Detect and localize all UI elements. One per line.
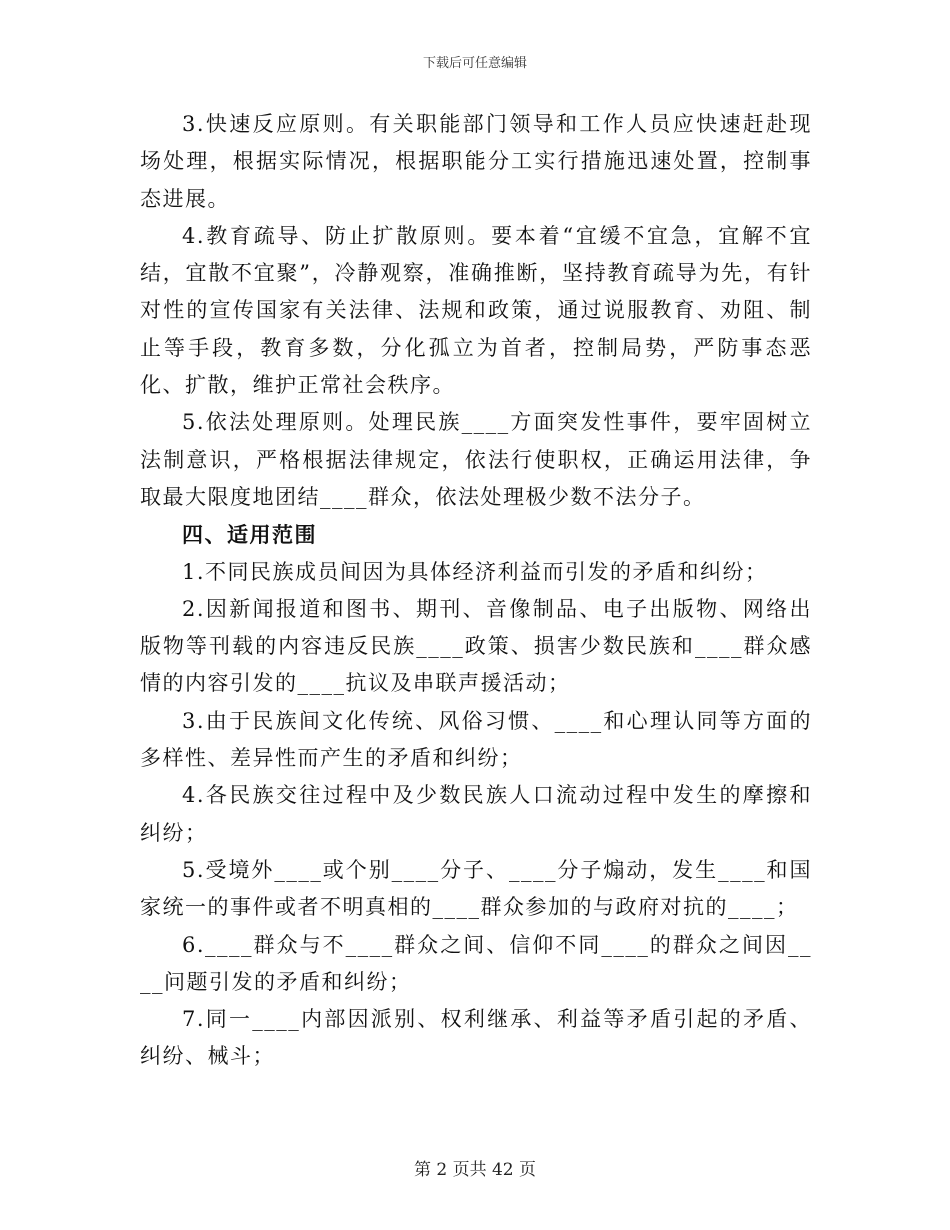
page-header: 下载后可任意编辑 [422, 56, 527, 71]
paragraph-principle-3: 3.快速反应原则。有关职能部门领导和工作人员应快速赶赴现场处理，根据实际情况，根据职能分工实行措施迅速处置，控制事态进展。 [140, 112, 812, 211]
paragraph-scope-6: 6.____群众与不____群众之间、信仰不同____的群众之间因____问题引发的矛盾和纠纷； [140, 932, 812, 994]
paragraph-scope-7: 7.同一____内部因派别、权利继承、利益等矛盾引起的矛盾、纠纷、械斗； [140, 1007, 812, 1069]
paragraph-scope-1: 1.不同民族成员间因为具体经济利益而引发的矛盾和纠纷； [182, 559, 768, 584]
paragraph-principle-5: 5.依法处理原则。处理民族____方面突发性事件，要牢固树立法制意识，严格根据法律规定，依法行使职权，正确运用法律，争取最大限度地团结____群众，依法处理极少数不法分子。 [140, 410, 812, 509]
paragraph-scope-5: 5.受境外____或个别____分子、____分子煽动，发生____和国家统一的事件或者不明真相的____群众参加的与政府对抗的____； [140, 857, 812, 920]
section-heading-scope: 四、适用范围 [182, 522, 317, 548]
page-footer: 第 2 页共 42 页 [413, 1160, 537, 1180]
paragraph-principle-4: 4.教育疏导、防止扩散原则。要本着“宜缓不宜急，宜解不宜结，宜散不宜聚”，冷静观察，准确推断，坚持教育疏导为先，有针对性的宣传国家有关法律、法规和政策，通过说服教育、劝阻、制止等手段，教育多数，分化孤立为首者，控制局势，严防事态恶化、扩散，维护正常社会秩序。 [140, 223, 812, 398]
paragraph-scope-3: 3.由于民族间文化传统、风俗习惯、____和心理认同等方面的多样性、差异性而产生的矛盾和纠纷； [140, 708, 812, 771]
document-body [140, 106, 812, 1076]
paragraph-scope-2: 2.因新闻报道和图书、期刊、音像制品、电子出版物、网络出版物等刊载的内容违反民族____政策、损害少数民族和____群众感情的内容引发的____抗议及串联声援活动； [140, 596, 812, 696]
paragraph-scope-4: 4.各民族交往过程中及少数民族人口流动过程中发生的摩擦和纠纷； [140, 783, 812, 845]
